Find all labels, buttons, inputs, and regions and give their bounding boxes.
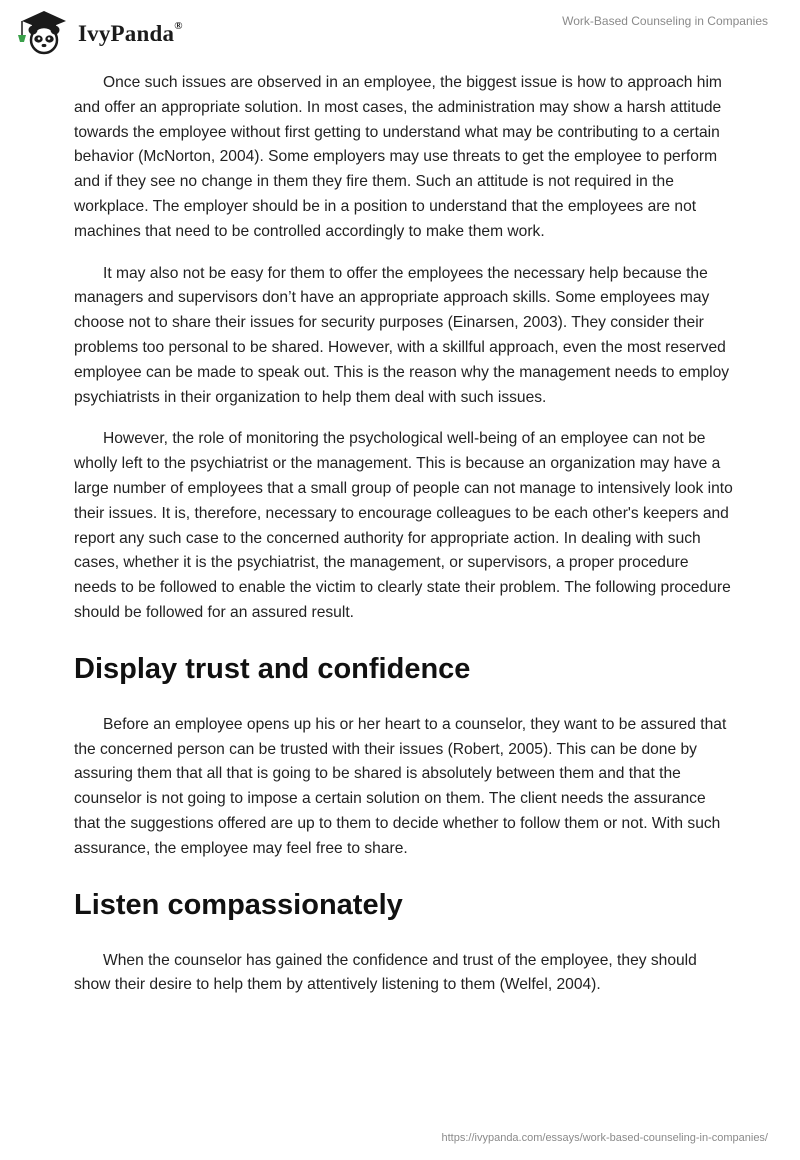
footer-url[interactable]: https://ivypanda.com/essays/work-based-counseling-in-companies/ — [441, 1132, 768, 1144]
paragraph: Before an employee opens up his or her heart to a counselor, they want to be assured that the concerned person can be trusted with their issues (Robert, 2005). This can be done by assuring them that all that is going to be shared is absolutely between them and that the counselor is not going to impose a certain solution on them. The client needs the assurance that the suggestions offered are up to them to decide whether to follow them or not. With such assurance, the employee may feel free to share. — [74, 715, 727, 857]
page-header — [0, 0, 800, 60]
paragraph: However, the role of monitoring the psychological well-being of an employee can not be wholly left to the psychiatrist or the management. This is because an organization may have a large number of employees that a small group of people can not manage to intensively look into their issues. It is, therefore, necessary to encourage colleagues to be each other's keepers and report any such case to the concerned authority for appropriate action. In dealing with such cases, whether it is the psychiatrist, the management, or supervisors, a proper procedure needs to be followed to enable the victim to clearly state their problem. The following procedure should be followed for an assured result. — [74, 430, 733, 621]
paragraph: It may also not be easy for them to offer the employees the necessary help because the managers and supervisors don’t have an appropriate approach skills. Some employees may choose not to share their issues for security purposes (Einarsen, 2003). They consider their problems too personal to be shared. However, with a skillful approach, even the most reserved employee can be made to speak out. This is the reason why the management needs to employ psychiatrists in their organization to help them deal with such issues. — [74, 264, 730, 406]
ivypanda-logo[interactable] — [16, 8, 201, 56]
registered-mark: ® — [174, 20, 183, 33]
document-title: Work-Based Counseling in Companies — [562, 14, 768, 28]
section-heading-listen: Listen compassionately — [74, 888, 403, 921]
panda-graduation-cap-icon — [16, 8, 72, 56]
paragraph: When the counselor has gained the confidence and trust of the employee, they should show their desire to help them by attentively listening to them (Welfel, 2004). — [74, 951, 697, 994]
section-heading-trust: Display trust and confidence — [74, 652, 471, 685]
brand-name: IvyPanda® — [78, 20, 183, 46]
essay-content — [74, 71, 734, 1015]
paragraph: Once such issues are observed in an employee, the biggest issue is how to approach him and offer an appropriate solution. In most cases, the administration may show a harsh attitude towards the employee without first getting to understand what may be contributing to a certain behavior (McNorton, 2004). Some employers may use threats to get the employee to perform and if they see no change in them they fire them. Such an attitude is not required in the workplace. The employer should be in a position to understand that the employees are not machines that need to be controlled accordingly to make them work. — [74, 74, 722, 240]
